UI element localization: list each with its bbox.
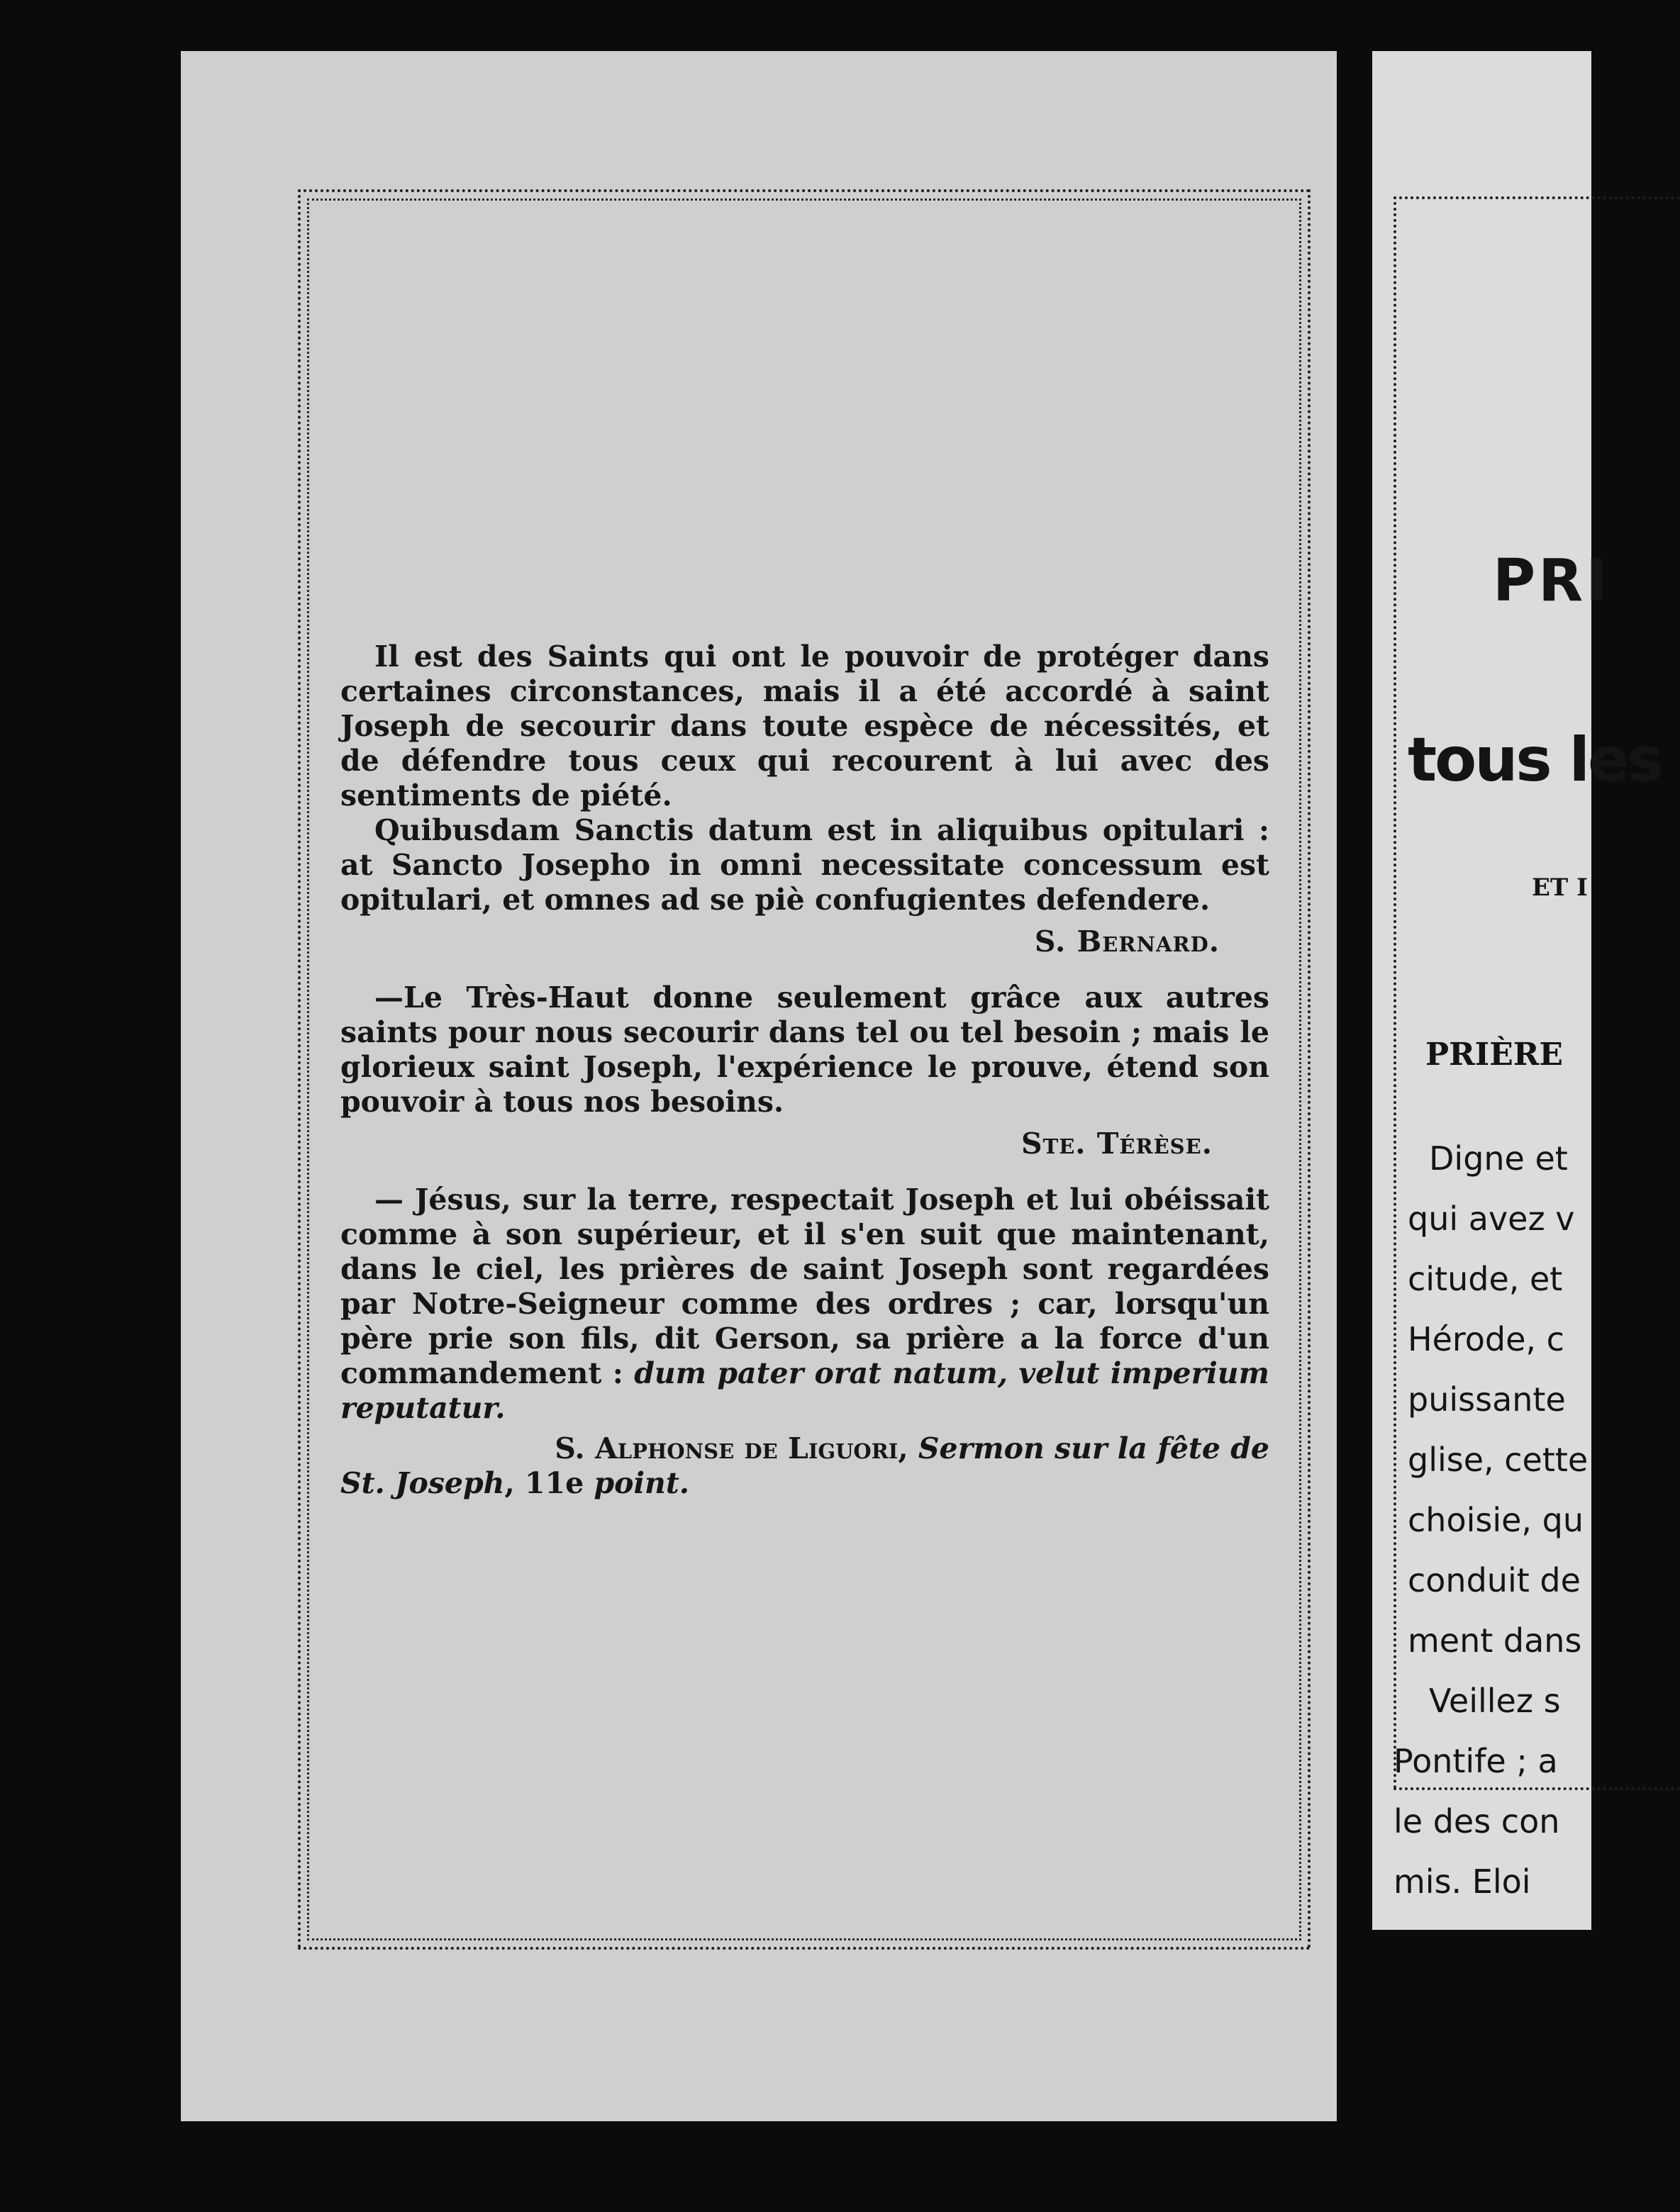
right-page [1372,51,1662,1930]
body-line: Hérode, c [1408,1320,1564,1358]
subtitle-fragment: tous les [1408,725,1662,795]
quote-text: — Jésus, sur la terre, respectait Joseph et lui obéissait comme à son supérieur, et il s'en suit que maintenant, dans le ciel, les prières de saint Joseph sont regardées par Notre-Seigneur comme des ordres ; car, lorsqu'un père prie son fils, dit Gerson, sa prière a la force d'un commandement : [340,1183,1269,1390]
work-title: Sermon sur la fête de [918,1431,1269,1465]
body-line: conduit de [1408,1561,1581,1599]
attribution-bernard: S. Bernard. [1034,925,1220,959]
body-line: choisie, qu [1408,1501,1584,1539]
quote-paragraph [340,1183,1269,1426]
section-heading-fragment: PRIÈRE [1425,1037,1563,1073]
work-title-cont: St. Joseph [340,1466,505,1500]
body-line: Veillez s [1429,1682,1561,1720]
left-page [181,51,1337,2121]
body-line: Pontife ; a [1393,1742,1558,1780]
quote-paragraph: Il est des Saints qui ont le pouvoir de protéger dans certaines circonstances, mais il a été accordé à saint Joseph de secourir dans toute espèce de nécessités, et de défendre tous ceux qui recourent à lui avec des sentiments de piété. [340,639,1269,812]
body-line: mis. Eloi [1393,1862,1531,1901]
section-number: , 11e [504,1466,594,1500]
latin-phrase: dum pater orat natum, velut imperium reputatur. [340,1356,1269,1425]
quote-paragraph: —Le Très-Haut donne seulement grâce aux autres saints pour nous secourir dans tel ou tel besoin ; mais le glorieux saint Joseph, l'expérience le prouve, étend son pouvoir à tous nos besoins. [340,981,1269,1119]
decorative-border [1393,196,1680,1790]
body-line: Digne et [1429,1139,1568,1178]
latin-quote-paragraph: Quibusdam Sanctis datum est in aliquibus opitulari : at Sancto Josepho in omni necessitate concessum est opitulari, et omnes ad se piè confugientes defendere. [340,813,1269,917]
attribution-liguori [340,1431,1269,1466]
body-line: le des con [1393,1802,1560,1840]
attribution-liguori-ref [340,1466,1213,1501]
body-line: ment dans [1408,1621,1582,1660]
body-line: puissante [1408,1380,1566,1419]
section-label: point. [594,1466,690,1500]
author-name: S. Alphonse de Liguori, [555,1431,918,1465]
body-line: qui avez v [1408,1200,1575,1238]
body-line: citude, et [1408,1260,1563,1298]
subtitle-fragment: ET I [1532,873,1588,902]
quotation-block [340,639,1269,1501]
body-line: glise, cette [1408,1441,1589,1479]
attribution-terese: Ste. Térèse. [1021,1127,1213,1161]
title-fragment: PRI [1493,547,1611,615]
